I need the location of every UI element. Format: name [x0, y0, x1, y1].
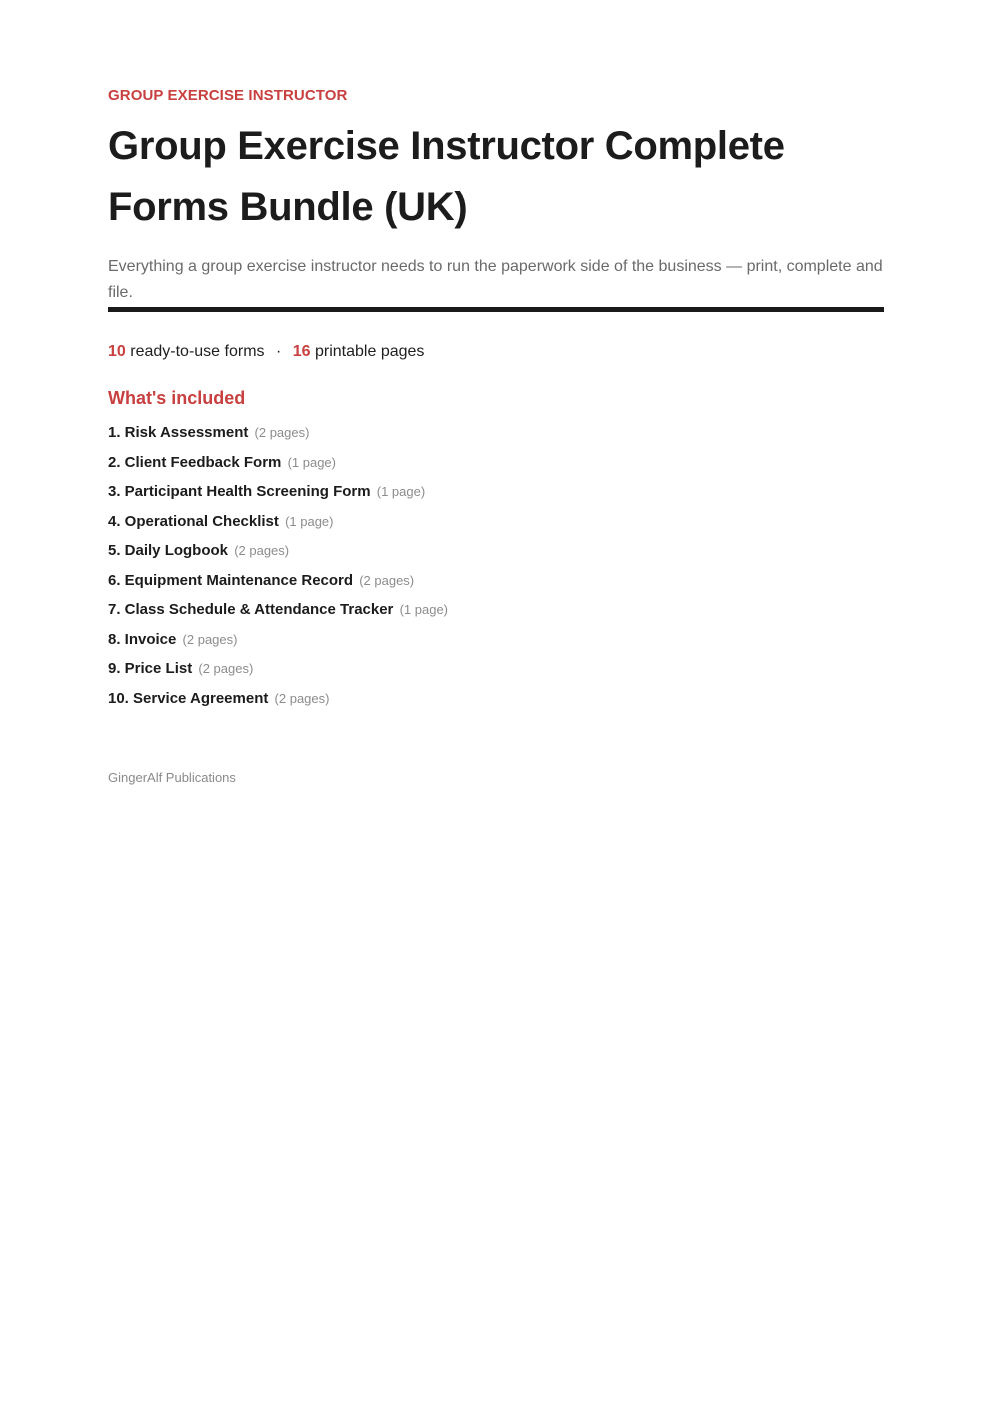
form-name: 8. Invoice: [108, 630, 177, 648]
list-item: [108, 600, 884, 630]
list-item: [108, 453, 884, 483]
form-name: 9. Price List: [108, 660, 193, 677]
included-heading: What's included: [108, 388, 246, 408]
form-page-count: (2 pages): [234, 543, 290, 558]
form-page-count: (1 page): [285, 513, 334, 529]
list-item: [108, 630, 884, 660]
list-item: [108, 512, 884, 542]
pages-count-label: printable pages: [315, 343, 425, 360]
stats-separator: ·: [275, 343, 282, 360]
page-subtitle: Everything a group exercise instructor needs to run the paperwork side of the business — print, complete and file.: [108, 258, 883, 301]
form-name: 10. Service Agreement: [108, 689, 269, 707]
form-page-count: (2 pages): [198, 661, 254, 676]
publisher-footer: GingerAlf Publications: [108, 770, 236, 785]
forms-list: [108, 423, 884, 718]
form-name: 7. Class Schedule & Attendance Tracker: [108, 601, 394, 618]
forms-count: 10: [108, 343, 126, 360]
list-item: [108, 482, 884, 512]
form-page-count: (2 pages): [274, 690, 330, 706]
form-name: 6. Equipment Maintenance Record: [108, 571, 354, 589]
list-item: [108, 541, 884, 571]
list-item: [108, 423, 884, 453]
form-page-count: (1 page): [287, 454, 336, 470]
form-page-count: (2 pages): [359, 572, 415, 588]
form-name: 3. Participant Health Screening Form: [108, 483, 371, 500]
page-title: Group Exercise Instructor Complete Forms Bundle (UK): [108, 124, 785, 229]
forms-count-label: ready-to-use forms: [130, 343, 265, 360]
list-item: [108, 659, 884, 689]
form-page-count: (2 pages): [254, 425, 310, 440]
form-name: 1. Risk Assessment: [108, 424, 249, 441]
form-page-count: (1 page): [399, 602, 448, 617]
form-name: 4. Operational Checklist: [108, 512, 279, 530]
form-page-count: (2 pages): [182, 631, 238, 647]
pages-count: 16: [292, 343, 311, 360]
list-item: [108, 689, 884, 719]
category-label: GROUP EXERCISE INSTRUCTOR: [108, 87, 348, 104]
form-name: 2. Client Feedback Form: [108, 453, 282, 471]
title-divider: [108, 307, 884, 312]
form-page-count: (1 page): [376, 484, 426, 499]
bundle-stats: [108, 342, 884, 362]
form-name: 5. Daily Logbook: [108, 542, 229, 559]
list-item: [108, 571, 884, 601]
